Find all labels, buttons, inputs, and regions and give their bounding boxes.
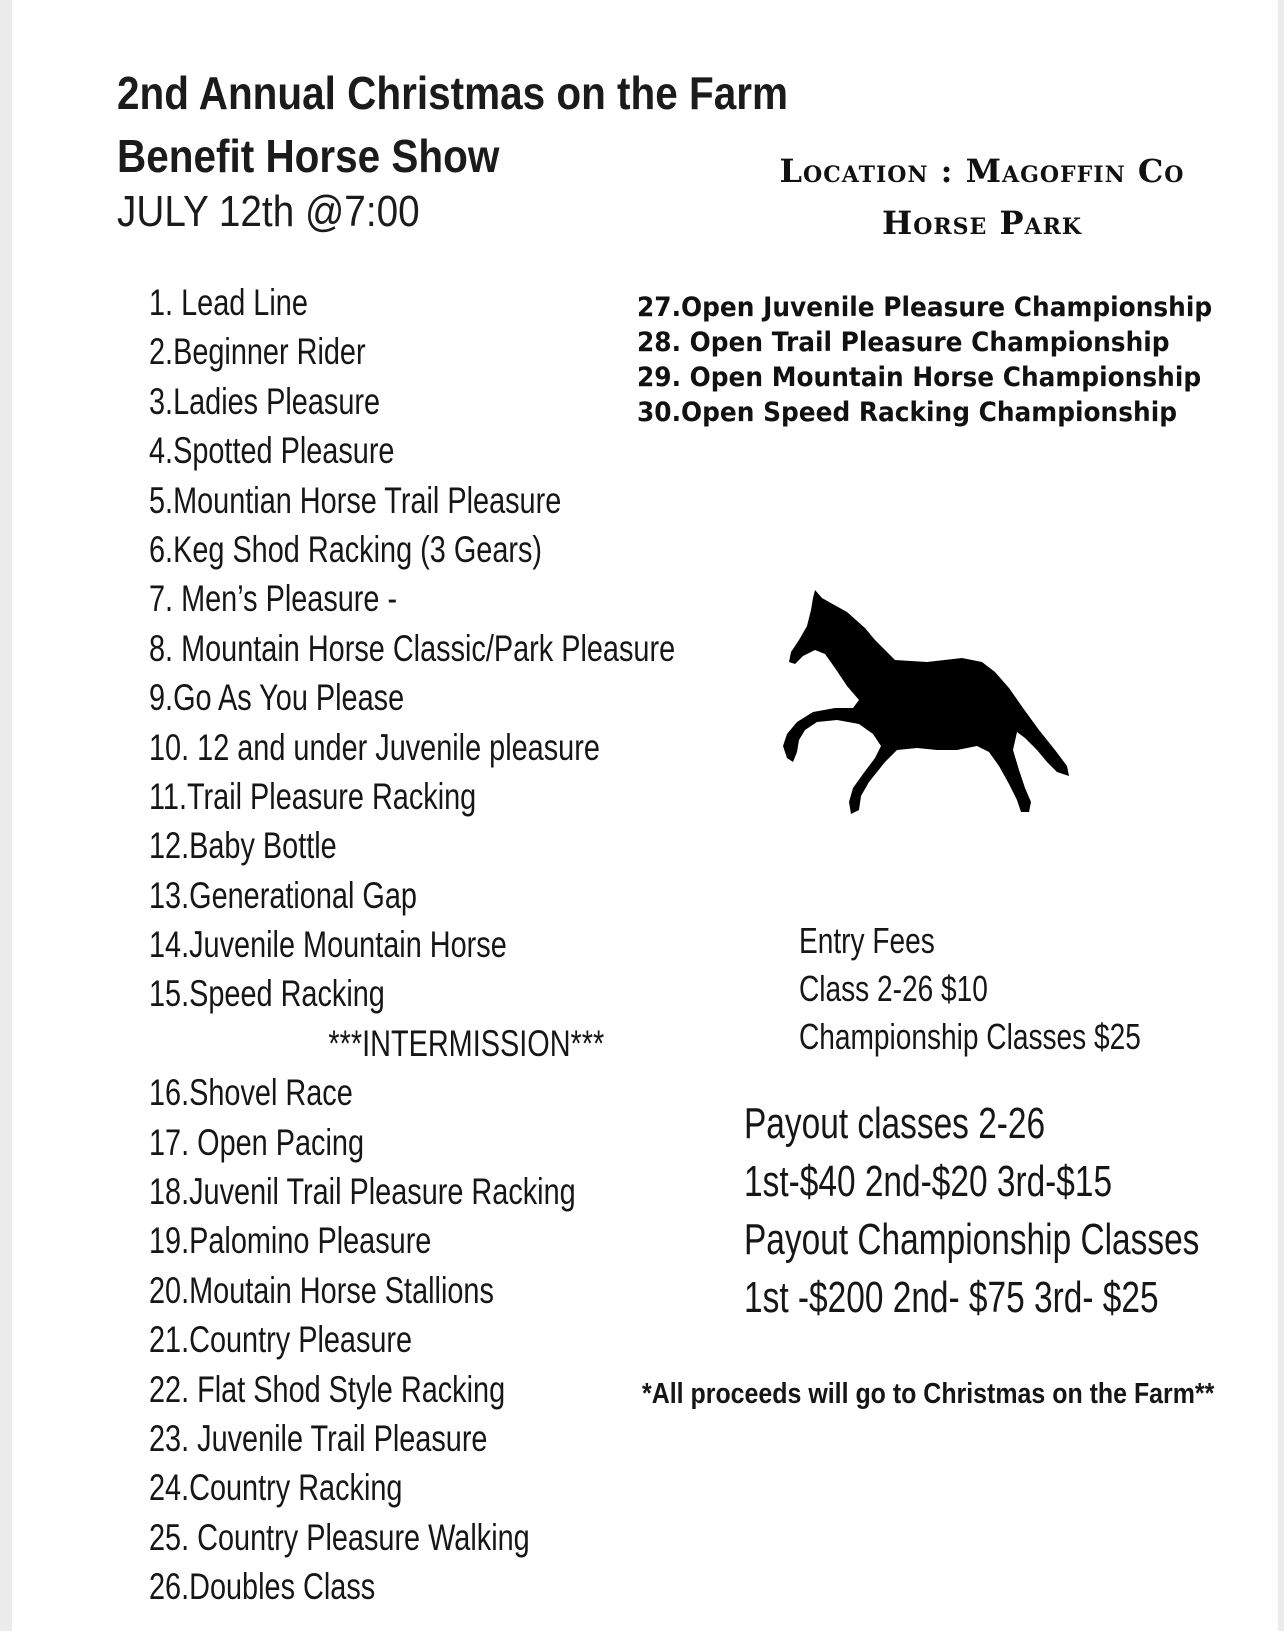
- entry-fees-line: Championship Classes $25: [799, 1016, 1141, 1057]
- class-item: 11.Trail Pleasure Racking: [149, 775, 477, 817]
- class-item: 3.Ladies Pleasure: [149, 380, 381, 422]
- class-item: 15.Speed Racking: [149, 973, 385, 1015]
- payout-line: Payout Championship Classes: [744, 1215, 1200, 1264]
- entry-fees-line: Class 2-26 $10: [799, 968, 988, 1009]
- payout-line: Payout classes 2-26: [744, 1099, 1046, 1148]
- class-list: [149, 278, 824, 1612]
- class-item: 9.Go As You Please: [149, 677, 405, 719]
- class-item: 23. Juvenile Trail Pleasure: [149, 1417, 488, 1459]
- entry-fees-heading: Entry Fees: [799, 920, 935, 961]
- title-line-1: 2nd Annual Christmas on the Farm: [117, 67, 789, 119]
- location-line-2: Horse Park: [881, 204, 1082, 242]
- class-item: 21.Country Pleasure: [149, 1319, 413, 1361]
- flyer-page: [12, 0, 1278, 1631]
- class-item: 4.Spotted Pleasure: [149, 430, 395, 472]
- intermission-label: ***INTERMISSION***: [328, 1022, 605, 1064]
- class-item: 7. Men’s Pleasure -: [149, 578, 398, 620]
- horse-silhouette-icon: [777, 590, 1087, 820]
- class-item: 12.Baby Bottle: [149, 825, 337, 867]
- payout-line: 1st -$200 2nd- $75 3rd- $25: [744, 1273, 1159, 1322]
- class-item: 1. Lead Line: [149, 282, 308, 323]
- class-item: 10. 12 and under Juvenile pleasure: [149, 726, 600, 768]
- class-item: 19.Palomino Pleasure: [149, 1220, 432, 1262]
- class-item: 24.Country Racking: [149, 1467, 403, 1509]
- entry-fees-block: [799, 917, 1237, 1061]
- championship-item: 28. Open Trail Pleasure Championship: [637, 327, 1170, 358]
- championship-list: [637, 290, 1262, 430]
- class-item: 6.Keg Shod Racking (3 Gears): [149, 528, 543, 570]
- class-item: 13.Generational Gap: [149, 874, 417, 916]
- class-item: 26.Doubles Class: [149, 1566, 376, 1608]
- class-item: 17. Open Pacing: [149, 1121, 364, 1163]
- class-item: 14.Juvenile Mountain Horse: [149, 924, 507, 966]
- championship-item: 27.Open Juvenile Pleasure Championship: [637, 292, 1213, 323]
- proceeds-note: *All proceeds will go to Christmas on the Farm**: [642, 1378, 1215, 1410]
- class-item: 20.Moutain Horse Stallions: [149, 1269, 494, 1311]
- date-line: JULY 12th @7:00: [117, 187, 420, 236]
- location-block: [747, 145, 1217, 249]
- location-line-1: Location : Magoffin Co: [779, 152, 1185, 190]
- class-item: 2.Beginner Rider: [149, 331, 366, 373]
- championship-item: 30.Open Speed Racking Championship: [637, 397, 1178, 428]
- class-item: 5.Mountian Horse Trail Pleasure: [149, 479, 562, 521]
- class-item: 22. Flat Shod Style Racking: [149, 1368, 506, 1410]
- payout-block: [744, 1095, 1284, 1327]
- class-item: 25. Country Pleasure Walking: [149, 1516, 530, 1558]
- championship-item: 29. Open Mountain Horse Championship: [637, 362, 1202, 393]
- class-item: 8. Mountain Horse Classic/Park Pleasure: [149, 627, 676, 669]
- class-item: 16.Shovel Race: [149, 1072, 353, 1114]
- payout-line: 1st-$40 2nd-$20 3rd-$15: [744, 1157, 1113, 1206]
- class-item: 18.Juvenil Trail Pleasure Racking: [149, 1171, 576, 1213]
- title-line-2: Benefit Horse Show: [117, 130, 500, 182]
